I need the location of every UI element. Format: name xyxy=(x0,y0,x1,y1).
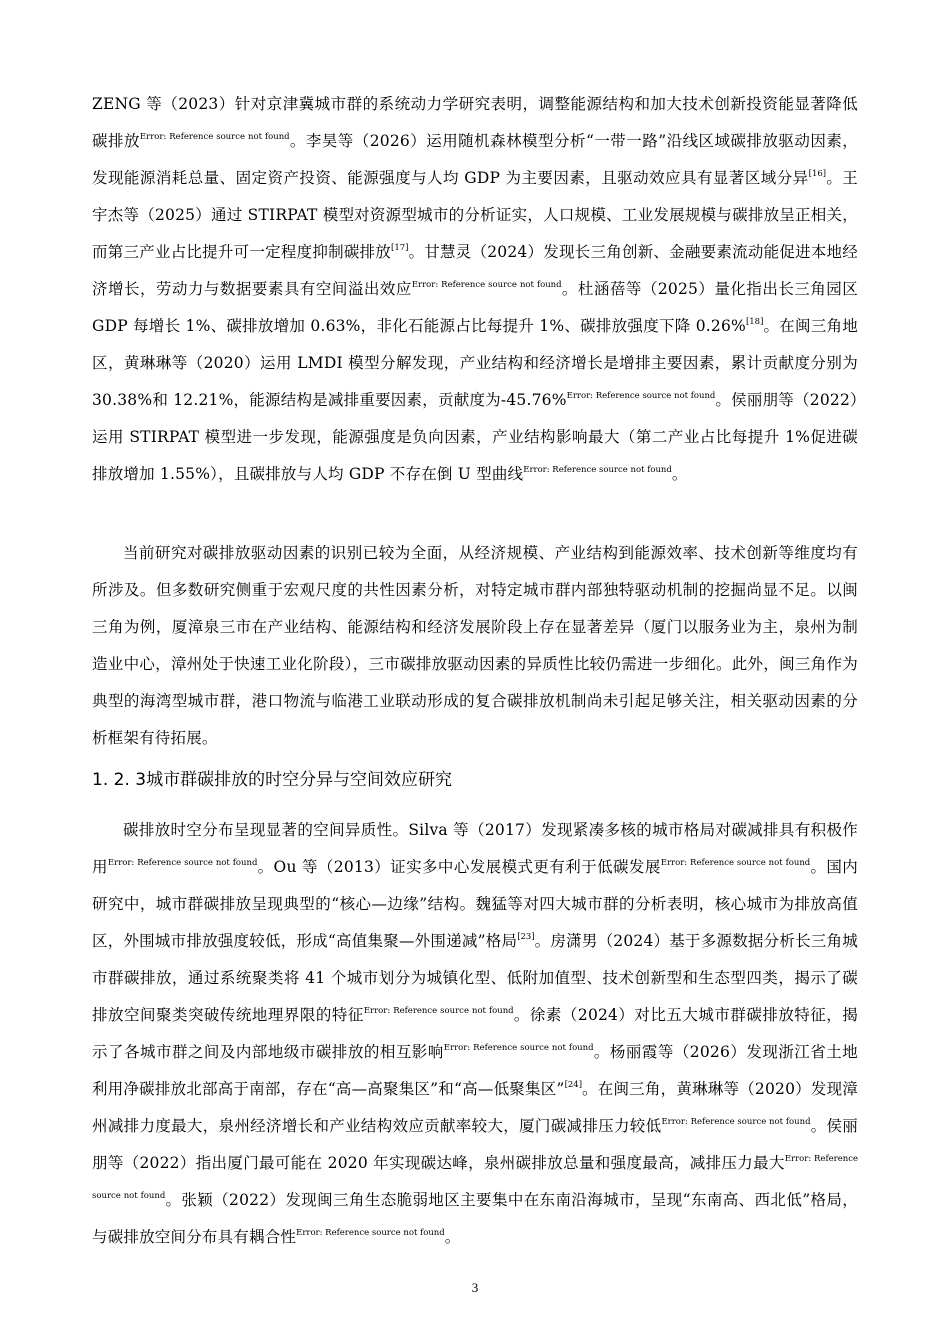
citation-error: Error: Reference source not found xyxy=(107,858,258,868)
citation-ref: [17] xyxy=(391,243,409,253)
citation-error: Error: Reference source not found xyxy=(139,132,290,142)
text-run: 。 xyxy=(444,1228,461,1246)
text-run: 。侯丽朋等（2022）指出厦门最可能在 2020 年实现碳达峰，泉州碳排放总量和强度最高，减排压力最大 xyxy=(92,1117,859,1172)
text-run: 。李昊等（2026）运用随机森林模型分析“一带一路”沿线区域碳排放驱动因素，发现能源消耗总量、固定资产投资、能源强度与人均 GDP 为主要因素，且驱动效应具有显著区域分异 xyxy=(92,132,858,187)
text-run: 。张颖（2022）发现闽三角生态脆弱地区主要集中在东南沿海城市，呈现“东南高、西北低”格局，与碳排放空间分布具有耦合性 xyxy=(92,1191,859,1246)
citation-error: Error: Reference source not found xyxy=(363,1006,514,1016)
paragraph-3 xyxy=(92,812,858,1256)
text-run: 。徐素（2024）对比五大城市群碳排放特征，揭示了各城市群之间及内部地级市碳排放的相互影响 xyxy=(92,1006,858,1061)
citation-error: Error: Reference source not found xyxy=(523,465,672,475)
page-number: 3 xyxy=(471,1280,479,1295)
paragraph-2: 当前研究对碳排放驱动因素的识别已较为全面，从经济规模、产业结构到能源效率、技术创新等维度均有所涉及。但多数研究侧重于宏观尺度的共性因素分析，对特定城市群内部独特驱动机制的挖掘尚显不足。以闽三角为例，厦漳泉三市在产业结构、能源结构和经济发展阶段上存在显著差异（厦门以服务业为主，泉州为制造业中心，漳州处于快速工业化阶段），三市碳排放驱动因素的异质性比较仍需进一步细化。此外，闽三角作为典型的海湾型城市群，港口物流与临港工业联动形成的复合碳排放机制尚未引起足够关注，相关驱动因素的分析框架有待拓展。 xyxy=(92,544,858,747)
citation-error: Error: Reference source not found xyxy=(661,1117,811,1127)
text-run: 。侯丽朋等（2022）运用 STIRPAT 模型进一步发现，能源强度是负向因素，产业结构影响最大（第二产业占比每提升 1%促进碳排放增加 1.55%），且碳排放与人均 GDP 不存在倒 U 型曲线 xyxy=(92,391,858,483)
text-run: 。 xyxy=(671,465,688,483)
text-run: 。王宇杰等（2025）通过 STIRPAT 模型对资源型城市的分析证实，人口规模、工业发展规模与碳排放呈正相关，而第三产业占比提升可一定程度抑制碳排放 xyxy=(92,169,859,261)
text-run: 。在闽三角，黄琳琳等（2020）发现漳州减排力度最大，泉州经济增长和产业结构效应贡献率较大，厦门碳减排压力较低 xyxy=(92,1080,858,1135)
citation-ref: [16] xyxy=(808,169,827,179)
text-run: 。甘慧灵（2024）发现长三角创新、金融要素流动能促进本地经济增长，劳动力与数据要素具有空间溢出效应 xyxy=(92,243,858,298)
paragraph-1 xyxy=(92,86,858,493)
text-run: 。杨丽霞等（2026）发现浙江省土地利用净碳排放北部高于南部，存在“高—高聚集区”和“高—低聚集区” xyxy=(92,1043,858,1098)
citation-ref: [23] xyxy=(517,932,535,942)
text-run: 。Ou 等（2013）证实多中心发展模式更有利于低碳发展 xyxy=(257,858,661,876)
text-run: ZENG 等（2023）针对京津冀城市群的系统动力学研究表明，调整能源结构和加大技术创新投资能显著降低碳排放 xyxy=(92,95,858,150)
text-run: 碳排放时空分布呈现显著的空间异质性。Silva 等（2017）发现紧凑多核的城市格局对碳减排具有积极作用 xyxy=(92,821,858,876)
citation-error: Error: Reference source not found xyxy=(411,280,562,290)
citation-error: Error: Reference source not found xyxy=(296,1228,445,1238)
section-heading: 1. 2. 3城市群碳排放的时空分异与空间效应研究 xyxy=(92,770,453,790)
citation-error: Error: Reference source not found xyxy=(92,1154,858,1201)
text-run: 。在闽三角地区，黄琳琳等（2020）运用 LMDI 模型分解发现，产业结构和经济增长是增排主要因素，累计贡献度分别为 30.38%和 12.21%，能源结构是减排重要因素，贡献度为-45.76% xyxy=(92,317,858,409)
text-run: 。杜涵蓓等（2025）量化指出长三角园区 GDP 每增长 1%、碳排放增加 0.63%，非化石能源占比每提升 1%、碳排放强度下降 0.26% xyxy=(92,280,858,335)
text-run: 。国内研究中，城市群碳排放呈现典型的“核心—边缘”结构。魏猛等对四大城市群的分析表明，核心城市为排放高值区，外围城市排放强度较低，形成“高值集聚—外围递减”格局 xyxy=(92,858,858,950)
citation-ref: [24] xyxy=(564,1080,583,1090)
citation-ref: [18] xyxy=(745,317,764,327)
citation-error: Error: Reference source not found xyxy=(566,391,716,401)
citation-error: Error: Reference source not found xyxy=(660,858,811,868)
text-run: 。房潇男（2024）基于多源数据分析长三角城市群碳排放，通过系统聚类将 41 个城市划分为城镇化型、低附加值型、技术创新型和生态型四类，揭示了碳排放空间聚类突破传统地理界限的特征 xyxy=(92,932,858,1024)
citation-error: Error: Reference source not found xyxy=(443,1043,594,1053)
